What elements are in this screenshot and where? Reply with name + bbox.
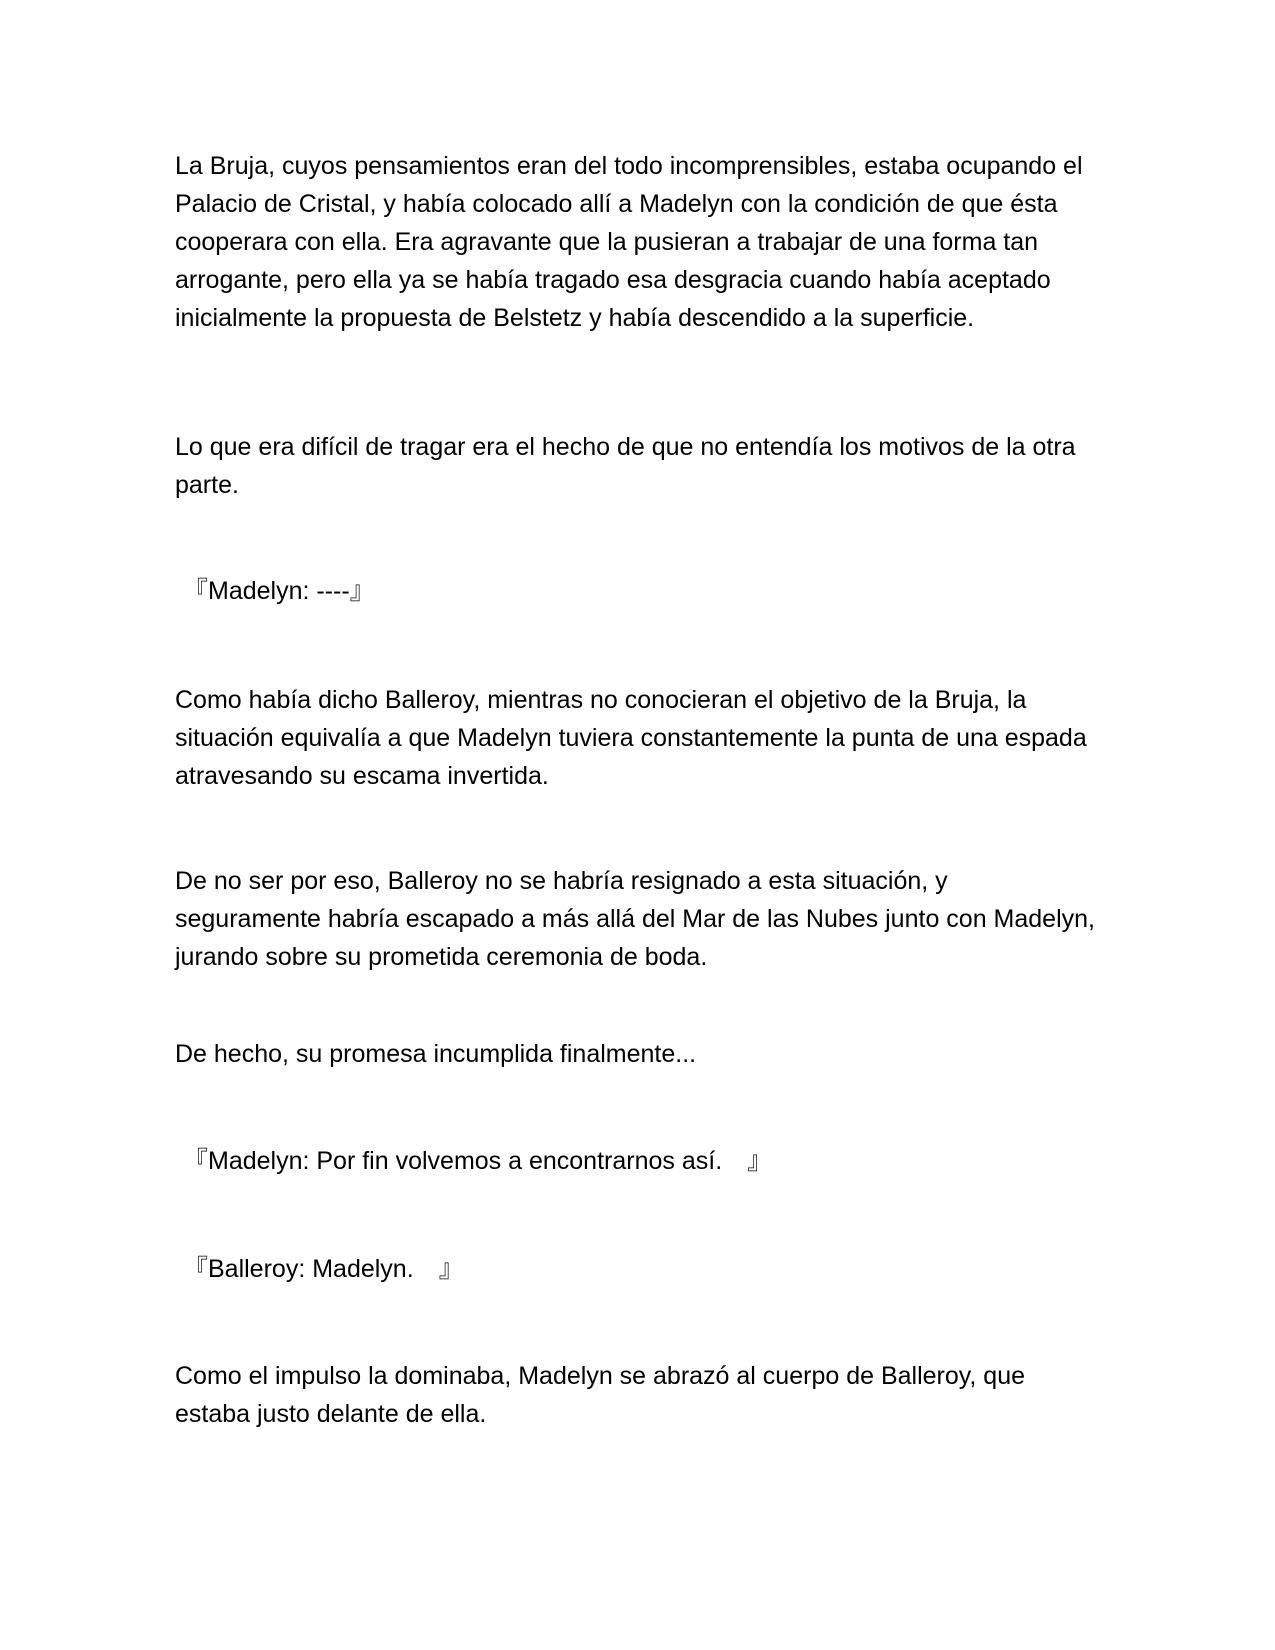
paragraph-sea-of-clouds: De no ser por eso, Balleroy no se habría resignado a esta situación, y seguramente habría escapado a más allá del Mar de las Nubes junto con Madelyn, jurando sobre su prometida ceremonia de boda. <box>175 867 1095 971</box>
paragraph-witch-palace: La Bruja, cuyos pensamientos eran del todo incomprensibles, estaba ocupando el Palacio de Cristal, y había colocado allí a Madelyn con la condición de que ésta cooperara con ella. Era agravante que la pusieran a trabajar de una forma tan arrogante, pero ella ya se había tragado esa desgracia cuando había aceptado inicialmente la propuesta de Belstetz y había descendido a la superficie. <box>175 152 1083 332</box>
dialogue-balleroy: 『Balleroy: Madelyn. 』 <box>183 1255 464 1283</box>
paragraph-motives: Lo que era difícil de tragar era el hecho de que no entendía los motivos de la otra parte. <box>175 433 1076 499</box>
dialogue-madelyn-silence: 『Madelyn: ----』 <box>183 577 375 605</box>
paragraph-embrace: Como el impulso la dominaba, Madelyn se abrazó al cuerpo de Balleroy, que estaba justo delante de ella. <box>175 1362 1026 1428</box>
paragraph-sword-point: Como había dicho Balleroy, mientras no conocieran el objetivo de la Bruja, la situación equivalía a que Madelyn tuviera constantemente la punta de una espada atravesando su escama invertida. <box>175 686 1087 790</box>
paragraph-broken-promise: De hecho, su promesa incumplida finalmente... <box>175 1040 697 1068</box>
dialogue-madelyn-reunion: 『Madelyn: Por fin volvemos a encontrarnos así. 』 <box>183 1147 773 1175</box>
